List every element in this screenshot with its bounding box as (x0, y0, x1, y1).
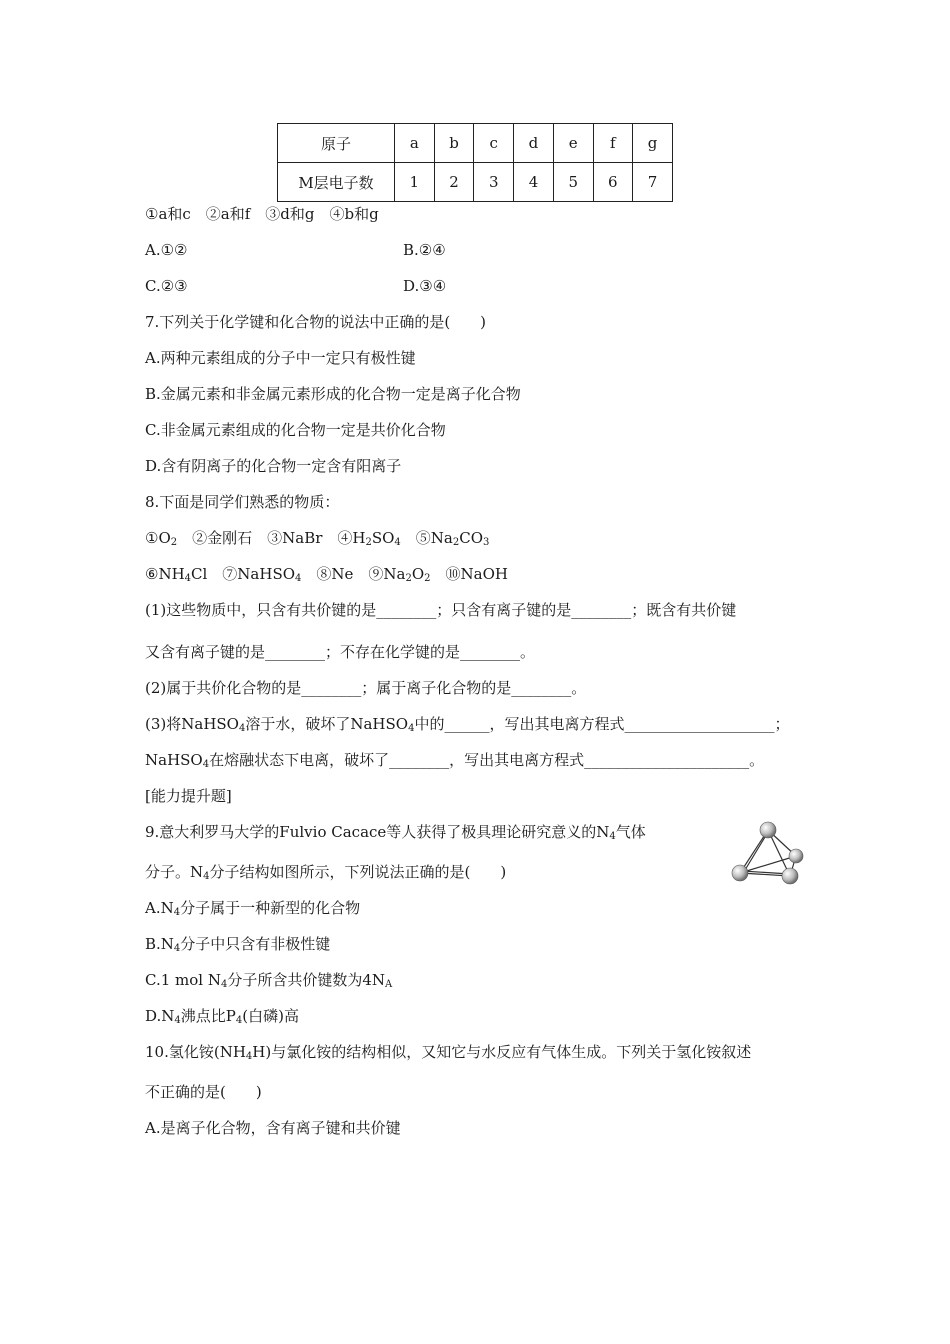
q6-option-d: D.③④ (403, 277, 447, 295)
table-header-row (278, 124, 673, 163)
table-row-label: M层电子数 (278, 163, 395, 202)
q8-sub1-line2: 又含有离子键的是________；不存在化学键的是________。 (145, 643, 536, 661)
q7-option-c: C.非金属元素组成的化合物一定是共价化合物 (145, 421, 446, 439)
q8-sub3-line2: NaHSO$_4$在熔融状态下电离，破坏了________，写出其电离方程式______________________。 (145, 751, 765, 770)
table-header-label: 原子 (278, 124, 395, 163)
table-cell: 7 (633, 163, 673, 202)
q9-option-d: $D.N_4$沸点比$P_4$(白磷)高 (145, 1007, 299, 1026)
table-cell: 2 (434, 163, 474, 202)
q7-option-d: D.含有阴离子的化合物一定含有阳离子 (145, 457, 402, 475)
table-cell: 5 (553, 163, 593, 202)
q9-option-a: $A.N_4$分子属于一种新型的化合物 (145, 899, 361, 918)
q7-option-a: A.两种元素组成的分子中一定只有极性键 (145, 349, 416, 367)
table-cell: d (514, 124, 554, 163)
n-atom (732, 865, 748, 881)
table-cell: 1 (395, 163, 435, 202)
q8-sub2: (2)属于共价化合物的是________；属于离子化合物的是________。 (145, 679, 587, 697)
table-cell: a (395, 124, 435, 163)
q9-option-b: $B.N_4$分子中只含有非极性键 (145, 935, 331, 954)
n-atom (789, 849, 803, 863)
table-cell: f (593, 124, 633, 163)
q8-stem: 8.下面是同学们熟悉的物质： (145, 493, 340, 511)
q6-option-c: C.②③ (145, 277, 188, 295)
table-cell: 4 (514, 163, 554, 202)
q8-substances-row-2: $⑥NH_4Cl$ ⑦NaHSO$_4$ ⑧Ne $⑨Na_2O_2$ ⑩NaOH (145, 565, 508, 584)
section-heading: [能力提升题] (145, 787, 232, 805)
n4-molecule-diagram (728, 818, 808, 890)
table-cell: c (474, 124, 514, 163)
table-cell: g (633, 124, 673, 163)
n-atom (760, 822, 776, 838)
table-cell: 6 (593, 163, 633, 202)
q9-stem-line2: 分子。$N_4$分子结构如图所示，下列说法正确的是( ) (145, 863, 507, 882)
q10-option-a: A.是离子化合物，含有离子键和共价键 (145, 1119, 401, 1137)
q8-sub1-line1: (1)这些物质中，只含有共价键的是________；只含有离子键的是________；既含有共价键 (145, 601, 737, 619)
q9-stem-line1: 9.意大利罗马大学的Fulvio Cacace等人获得了极具理论研究意义的$N_4$气体 (145, 823, 646, 842)
q7-option-b: B.金属元素和非金属元素形成的化合物一定是离子化合物 (145, 385, 521, 403)
q6-option-a: A.①② (145, 241, 188, 259)
table-cell: b (434, 124, 474, 163)
q10-stem-line1: 10.氢化铵$(NH_4H)$与氯化铵的结构相似，又知它与水反应有气体生成。下列关于氢化铵叙述 (145, 1043, 752, 1062)
q8-sub3-line1: (3)将NaHSO$_4$溶于水，破坏了NaHSO$_4$中的______，写出其电离方程式____________________； (145, 715, 790, 734)
table-cell: 3 (474, 163, 514, 202)
n-atom (782, 868, 798, 884)
table-cell: e (553, 124, 593, 163)
table-data-row (278, 163, 673, 202)
q10-stem-line2: 不正确的是( ) (145, 1083, 262, 1101)
q7-stem: 7.下列关于化学键和化合物的说法中正确的是( ) (145, 313, 487, 331)
q9-option-c: C.1 mol $N_4$分子所含共价键数为$4N_A$ (145, 971, 393, 990)
q6-pairs: ①a和c ②a和f ③d和g ④b和g (145, 205, 379, 223)
q8-substances-row-1: $①O_2$ ②金刚石 ③NaBr $④H_2SO_4$ $⑤Na_2CO_3$ (145, 529, 490, 548)
q6-option-b: B.②④ (403, 241, 446, 259)
electron-table (277, 123, 673, 202)
